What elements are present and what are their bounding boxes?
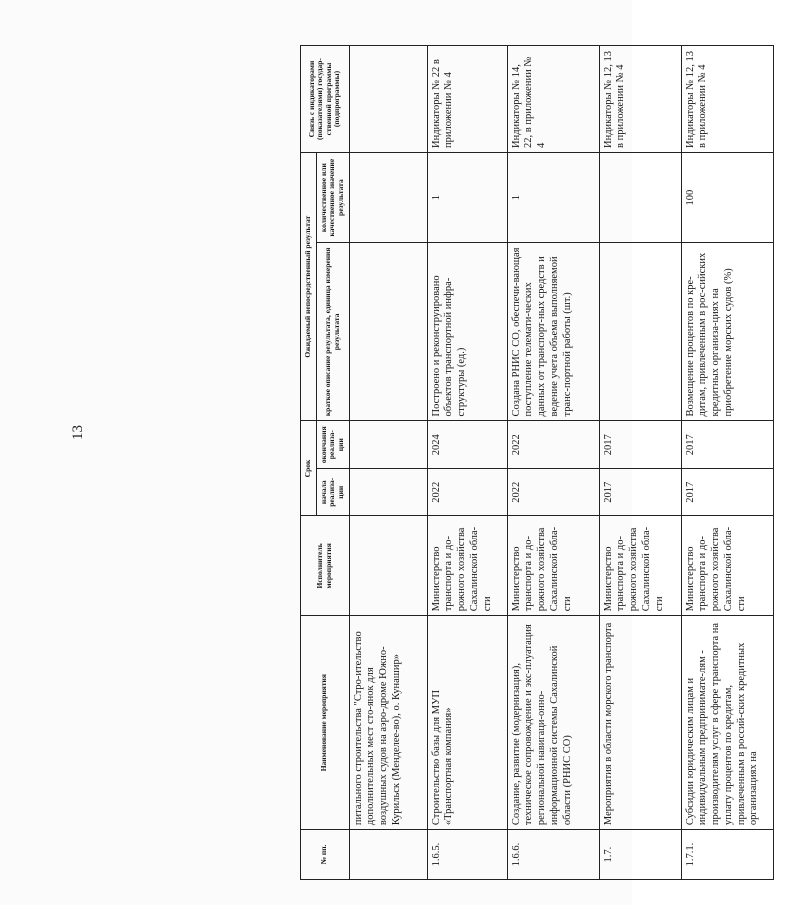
row-link: Индикаторы № 14, 22, в приложении № 4 xyxy=(507,46,599,153)
row-name: питального строительства "Стро-ительство дополнительных мест сто-янок для воздушных судов на аэро-дроме Южно-Курильск (Менделее-во), о. Кунашир» xyxy=(349,616,427,830)
row-desc: Построено и реконструировано объектов транспортной инфра-структуры (ед.) xyxy=(427,243,507,421)
row-start: 2022 xyxy=(427,468,507,516)
row-desc xyxy=(349,243,427,421)
header-term-start: начала реализа-ции xyxy=(316,468,349,516)
table-row xyxy=(599,46,681,880)
page-number: 13 xyxy=(70,425,86,440)
header-link: Связь с индикаторами (показателями) государ-ственной программы (подпрограммы) xyxy=(301,46,350,153)
row-desc: Создана РНИС СО, обеспечи-вающая поступление телемати-ческих данных от транспорт-ных средств и ведение учета объема выполняемой транс-портной работы (шт.) xyxy=(507,243,599,421)
row-executor: Министерство транспорта и до-рожного хозяйства Сахалинской обла-сти xyxy=(681,516,773,616)
header-term-end: окончания реализа-ции xyxy=(316,421,349,469)
table-row xyxy=(681,46,773,880)
row-name: Субсидии юридическим лицам и индивидуальным предпринимате-лям - производителям услуг в сфере транспорта на уплату процентов по кредитам, привлеченным в россий-ских кредитных организациях на xyxy=(681,616,773,830)
row-desc xyxy=(599,243,681,421)
table-row xyxy=(427,46,507,880)
table-row xyxy=(349,46,427,880)
row-name: Мероприятия в области морского транспорта xyxy=(599,616,681,830)
header-num: № пп. xyxy=(301,830,350,880)
rotated-table-container xyxy=(300,45,800,880)
row-executor: Министерство транспорта и до-рожного хозяйства Сахалинской обла-сти xyxy=(599,516,681,616)
row-value: 100 xyxy=(681,152,773,242)
row-link: Индикаторы № 12, 13 в приложении № 4 xyxy=(681,46,773,153)
row-num: 1.7.1. xyxy=(681,830,773,880)
header-result-value: количественное или качественное значение результата xyxy=(316,152,349,242)
row-end: 2022 xyxy=(507,421,599,469)
table-row xyxy=(507,46,599,880)
row-start: 2017 xyxy=(599,468,681,516)
row-link: Индикаторы № 22 в приложении № 4 xyxy=(427,46,507,153)
row-start: 2017 xyxy=(681,468,773,516)
row-start xyxy=(349,468,427,516)
row-num xyxy=(349,830,427,880)
row-start: 2022 xyxy=(507,468,599,516)
row-end: 2024 xyxy=(427,421,507,469)
row-executor xyxy=(349,516,427,616)
header-result-desc: краткое описание результата, единица измерения результата xyxy=(316,243,349,421)
row-value: 1 xyxy=(507,152,599,242)
row-end xyxy=(349,421,427,469)
row-link xyxy=(349,46,427,153)
row-end: 2017 xyxy=(599,421,681,469)
row-end: 2017 xyxy=(681,421,773,469)
header-term: Срок xyxy=(301,421,317,516)
row-name: Строительство базы для МУП «Транспортная компания» xyxy=(427,616,507,830)
row-executor: Министерство транспорта и до-рожного хозяйства Сахалинской обла-сти xyxy=(427,516,507,616)
row-value xyxy=(349,152,427,242)
row-desc: Возмещение процентов по кре-дитам, привлеченным в рос-сийских кредитных организа-циях на приобретение морских судов (%) xyxy=(681,243,773,421)
row-executor: Министерство транспорта и до-рожного хозяйства Сахалинской обла-сти xyxy=(507,516,599,616)
row-name: Создание, развитие (модернизация), техническое сопровождение и экс-плуатация региональной навигаци-онно-информационной системы Сахалинской области (РНИС СО) xyxy=(507,616,599,830)
measures-table xyxy=(300,45,774,880)
row-num: 1.7. xyxy=(599,830,681,880)
row-num: 1.6.6. xyxy=(507,830,599,880)
header-name: Наименование мероприятия xyxy=(301,616,350,830)
row-value: 1 xyxy=(427,152,507,242)
row-value xyxy=(599,152,681,242)
header-result: Ожидаемый непосредственный результат xyxy=(301,152,317,420)
row-num: 1.6.5. xyxy=(427,830,507,880)
row-link: Индикаторы № 12, 13 в приложении № 4 xyxy=(599,46,681,153)
header-executor: Исполнитель мероприятия xyxy=(301,516,350,616)
